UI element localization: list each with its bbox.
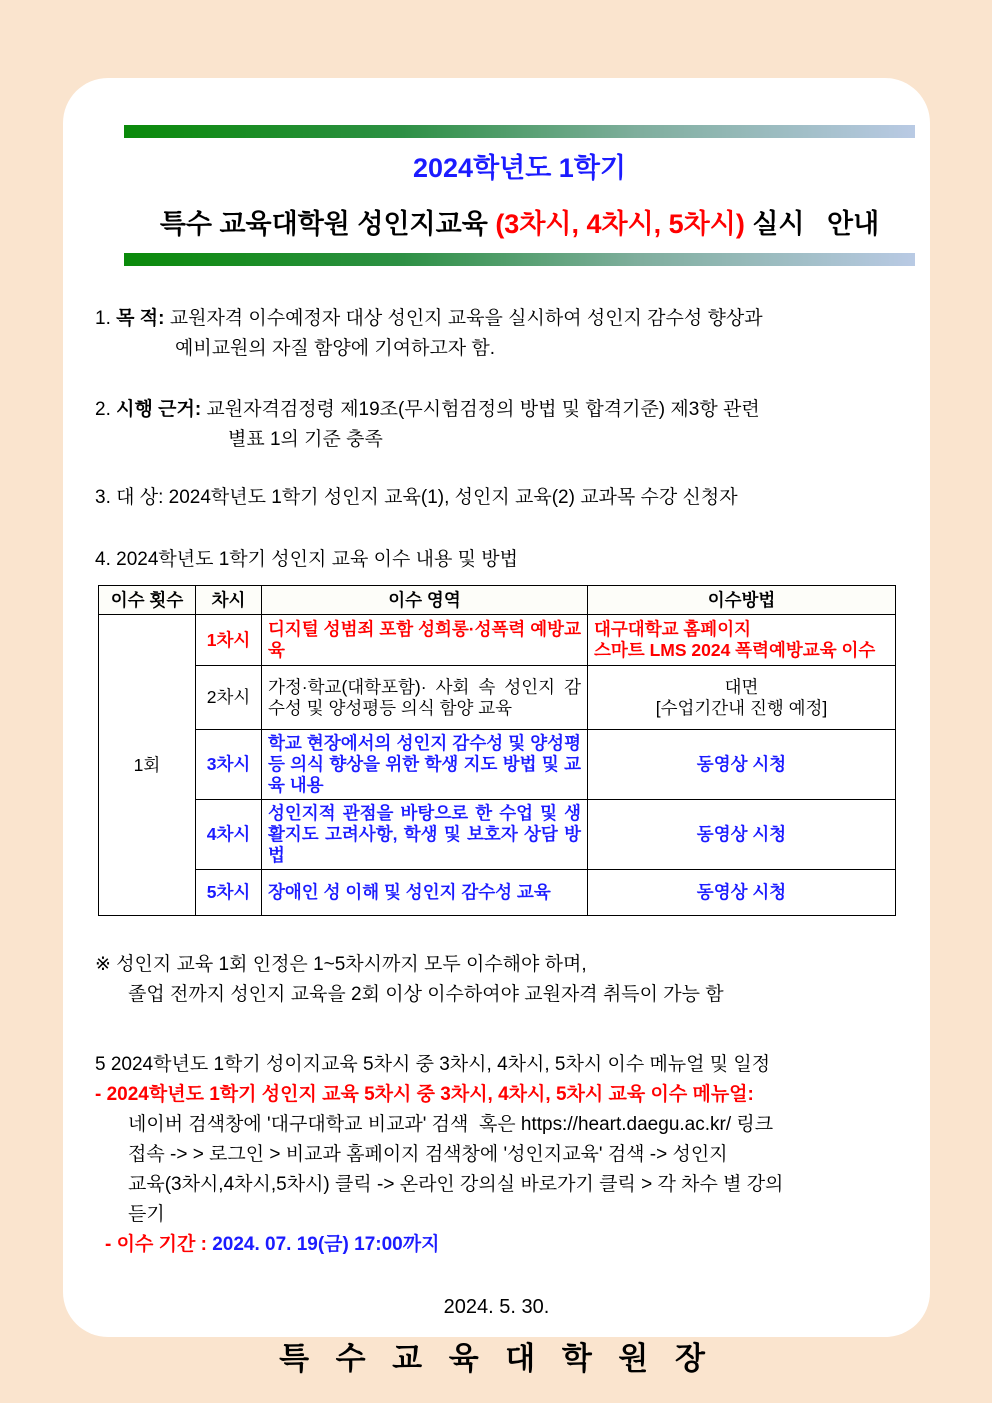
table-row <box>99 666 896 730</box>
title-prefix: 특수 교육대학원 성인지교육 <box>159 209 496 239</box>
session-cell: 1차시 <box>196 615 262 666</box>
table-header-row <box>99 586 896 615</box>
section5-heading: 5 2024학년도 1학기 성이지교육 5차시 중 3차시, 4차시, 5차시 이수 메뉴얼 및 일정 <box>95 1054 771 1075</box>
deadline-label: - 이수 기간 : <box>105 1234 213 1255</box>
manual-step-1: 네이버 검색창에 '대구대학교 비교과' 검색 혹은 https://heart.daegu.ac.kr/ 링크 <box>128 1114 774 1135</box>
session-cell: 5차시 <box>196 870 262 916</box>
area-cell: 디지털 성범죄 포함 성희롱·성폭력 예방교육 <box>262 615 588 666</box>
header-bottom-bar <box>124 253 915 266</box>
section-basis-continuation: 별표 1의 기준 충족 <box>228 429 383 450</box>
notice-title <box>124 202 915 241</box>
section-target: 3. 대 상: 2024학년도 1학기 성인지 교육(1), 성인지 교육(2) 교과목 수강 신청자 <box>95 487 738 508</box>
table-row <box>99 870 896 916</box>
notice-body <box>63 304 930 1374</box>
table-header-session: 차시 <box>196 586 262 615</box>
deadline-line <box>95 1230 898 1260</box>
title-suffix: 실시 안내 <box>744 209 880 239</box>
section-overview-heading: 4. 2024학년도 1학기 성인지 교육 이수 내용 및 방법 <box>95 549 518 570</box>
title-highlight: (3차시, 4차시, 5차시) <box>495 209 745 239</box>
table-header-count: 이수 횟수 <box>99 586 196 615</box>
completion-table <box>98 585 896 916</box>
manual-step-2: 접속 -> > 로그인 > 비교과 홈페이지 검색창에 '성인지교육' 검색 -> 성인지 <box>128 1144 728 1165</box>
area-cell: 학교 현장에서의 성인지 감수성 및 양성평등 의식 향상을 위한 학생 지도 방법 및 교육 내용 <box>262 730 588 800</box>
section-purpose-label: 목 적: <box>116 308 165 329</box>
area-cell: 장애인 성 이해 및 성인지 감수성 교육 <box>262 870 588 916</box>
count-cell: 1회 <box>99 615 196 916</box>
section-basis-text: 교원자격검정령 제19조(무시험검정의 방법 및 합격기준) 제3항 관련 <box>201 399 760 420</box>
method-line-2: 스마트 LMS 2024 폭력예방교육 이수 <box>594 640 876 660</box>
signature: 특 수 교 육 대 학 원 장 <box>279 1341 714 1376</box>
method-cell: 동영상 시청 <box>588 870 896 916</box>
table-row <box>99 800 896 870</box>
table-header-method: 이수방법 <box>588 586 896 615</box>
method-line-1: 대구대학교 홈페이지 <box>594 619 752 639</box>
table-row <box>99 615 896 666</box>
section-basis-number: 2. <box>95 399 117 420</box>
method-line-2: [수업기간내 진행 예정] <box>655 697 828 718</box>
method-line-1: 대면 <box>724 676 759 697</box>
notice-header <box>63 78 930 266</box>
method-cell <box>588 666 896 730</box>
note-asterisk-line1: ※ 성인지 교육 1회 인정은 1~5차시까지 모두 이수해야 하며, <box>95 954 587 975</box>
header-subtitle: 2024학년도 1학기 <box>413 153 626 183</box>
method-cell: 동영상 시청 <box>588 730 896 800</box>
session-cell: 2차시 <box>196 666 262 730</box>
table-header-area: 이수 영역 <box>262 586 588 615</box>
manual-step-3: 교육(3차시,4차시,5차시) 클릭 -> 온라인 강의실 바로가기 클릭 > 각 차수 별 강의 <box>128 1174 784 1195</box>
section-basis <box>95 395 898 425</box>
section-purpose-continuation: 예비교원의 자질 함양에 기여하고자 함. <box>175 338 496 359</box>
area-cell: 가정·학교(대학포함)· 사회 속 성인지 감수성 및 양성평등 의식 함양 교육 <box>262 666 588 730</box>
method-cell <box>588 615 896 666</box>
manual-line: - 2024학년도 1학기 성인지 교육 5차시 중 3차시, 4차시, 5차시 교육 이수 메뉴얼: <box>95 1084 754 1105</box>
session-cell: 4차시 <box>196 800 262 870</box>
section-basis-label: 시행 근거: <box>116 399 202 420</box>
section-purpose-number: 1. <box>95 308 117 329</box>
manual-step-4: 듣기 <box>128 1204 165 1225</box>
session-cell: 3차시 <box>196 730 262 800</box>
section-purpose <box>95 304 898 334</box>
note-asterisk-line2: 졸업 전까지 성인지 교육을 2회 이상 이수하여야 교원자격 취득이 가능 함 <box>128 984 724 1005</box>
footer-date: 2024. 5. 30. <box>443 1296 550 1318</box>
section-purpose-text: 교원자격 이수예정자 대상 성인지 교육을 실시하여 성인지 감수성 향상과 <box>164 308 763 329</box>
header-top-bar <box>124 125 915 138</box>
notice-card <box>63 78 930 1376</box>
deadline-value: 2024. 07. 19(금) 17:00까지 <box>212 1234 440 1255</box>
table-row <box>99 730 896 800</box>
area-cell: 성인지적 관점을 바탕으로 한 수업 및 생활지도 고려사항, 학생 및 보호자 상담 방법 <box>262 800 588 870</box>
method-cell: 동영상 시청 <box>588 800 896 870</box>
